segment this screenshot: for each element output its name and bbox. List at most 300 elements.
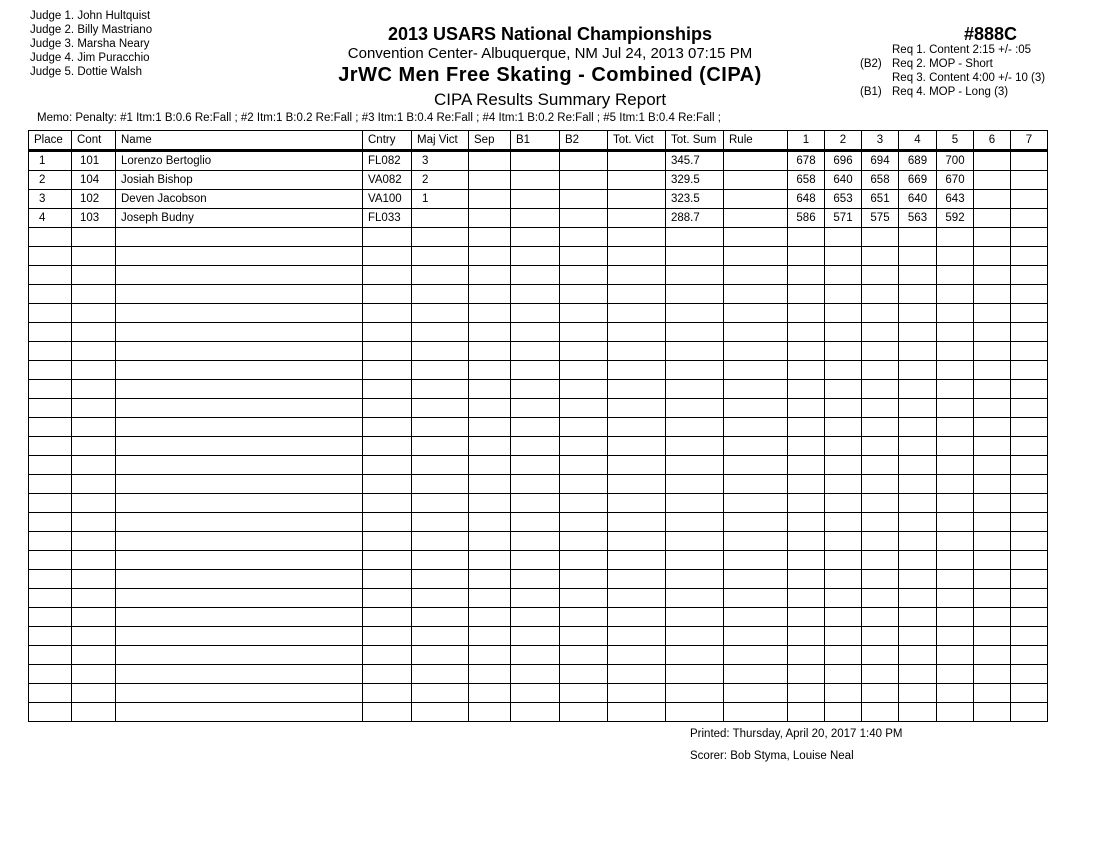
table-cell: [560, 532, 608, 551]
table-cell: [1011, 513, 1048, 532]
table-cell: [788, 247, 825, 266]
column-header: B1: [511, 131, 560, 151]
table-row-empty: [29, 285, 1048, 304]
column-header: 1: [788, 131, 825, 151]
table-cell: [29, 475, 72, 494]
requirement-1: [860, 43, 1045, 57]
table-cell: [116, 399, 363, 418]
table-cell: [666, 437, 724, 456]
table-cell: [608, 589, 666, 608]
table-cell: [724, 437, 788, 456]
table-cell: [608, 190, 666, 209]
table-cell: [363, 361, 412, 380]
table-cell: [29, 684, 72, 703]
table-row-empty: [29, 665, 1048, 684]
table-cell: [724, 151, 788, 171]
table-cell: [1011, 456, 1048, 475]
table-cell: [788, 456, 825, 475]
table-cell: [511, 456, 560, 475]
table-cell: [666, 513, 724, 532]
table-cell: [29, 665, 72, 684]
table-row-empty: [29, 532, 1048, 551]
table-cell: [937, 665, 974, 684]
table-cell: [29, 494, 72, 513]
table-cell: 103: [72, 209, 116, 228]
table-row-empty: [29, 703, 1048, 722]
table-cell: [608, 703, 666, 722]
table-cell: [469, 247, 511, 266]
table-cell: [560, 285, 608, 304]
table-cell: [788, 684, 825, 703]
table-cell: [72, 456, 116, 475]
table-cell: [974, 570, 1011, 589]
table-cell: [937, 361, 974, 380]
table-cell: [29, 513, 72, 532]
table-cell: [899, 437, 937, 456]
table-cell: [72, 437, 116, 456]
table-cell: [899, 665, 937, 684]
table-cell: [724, 665, 788, 684]
table-cell: [862, 437, 899, 456]
table-cell: [1011, 209, 1048, 228]
table-cell: 640: [825, 171, 862, 190]
table-cell: [937, 494, 974, 513]
table-cell: [608, 456, 666, 475]
table-cell: [724, 627, 788, 646]
table-cell: [511, 380, 560, 399]
table-cell: [974, 247, 1011, 266]
table-cell: [974, 437, 1011, 456]
report-title: CIPA Results Summary Report: [433, 90, 667, 109]
table-cell: [724, 380, 788, 399]
table-cell: [72, 684, 116, 703]
req-prefix: [860, 43, 892, 57]
table-cell: 696: [825, 151, 862, 171]
table-cell: [666, 361, 724, 380]
table-cell: [29, 361, 72, 380]
table-cell: [724, 589, 788, 608]
table-cell: [974, 456, 1011, 475]
table-cell: [511, 361, 560, 380]
table-cell: [469, 190, 511, 209]
judge-3: Judge 3. Marsha Neary: [30, 38, 150, 50]
table-cell: [862, 323, 899, 342]
table-cell: [1011, 399, 1048, 418]
table-cell: [899, 418, 937, 437]
table-cell: [724, 228, 788, 247]
table-cell: [511, 171, 560, 190]
table-cell: [825, 665, 862, 684]
table-cell: [29, 266, 72, 285]
table-cell: [363, 247, 412, 266]
table-cell: [974, 209, 1011, 228]
table-cell: [724, 323, 788, 342]
table-cell: [511, 151, 560, 171]
table-cell: 586: [788, 209, 825, 228]
table-cell: [825, 608, 862, 627]
table-cell: [899, 361, 937, 380]
table-cell: [666, 342, 724, 361]
table-cell: [412, 684, 469, 703]
table-cell: [29, 304, 72, 323]
table-cell: [116, 418, 363, 437]
table-cell: [412, 247, 469, 266]
table-cell: [788, 646, 825, 665]
table-cell: [412, 532, 469, 551]
table-cell: [560, 703, 608, 722]
table-cell: [363, 608, 412, 627]
table-cell: [825, 551, 862, 570]
requirement-4: [860, 85, 1045, 99]
table-cell: [363, 285, 412, 304]
table-cell: [1011, 589, 1048, 608]
table-cell: [29, 437, 72, 456]
table-cell: [862, 646, 899, 665]
column-header: Tot. Vict: [608, 131, 666, 151]
table-cell: 323.5: [666, 190, 724, 209]
table-cell: [560, 418, 608, 437]
table-cell: [363, 323, 412, 342]
table-cell: 329.5: [666, 171, 724, 190]
event-code: #888C: [964, 24, 1018, 44]
table-cell: [511, 399, 560, 418]
table-cell: [1011, 380, 1048, 399]
table-cell: [116, 247, 363, 266]
table-cell: [862, 228, 899, 247]
table-cell: [825, 247, 862, 266]
table-cell: [608, 475, 666, 494]
column-header: 2: [825, 131, 862, 151]
table-cell: [974, 418, 1011, 437]
table-cell: [72, 247, 116, 266]
table-cell: [1011, 190, 1048, 209]
table-cell: [72, 646, 116, 665]
table-cell: [825, 418, 862, 437]
table-cell: [363, 665, 412, 684]
table-cell: [511, 304, 560, 323]
table-cell: [116, 437, 363, 456]
table-cell: [899, 589, 937, 608]
table-row-empty: [29, 627, 1048, 646]
table-cell: [825, 266, 862, 285]
table-cell: [412, 570, 469, 589]
table-cell: [937, 285, 974, 304]
table-cell: [899, 551, 937, 570]
table-cell: [937, 475, 974, 494]
table-cell: [974, 532, 1011, 551]
judge-4: Judge 4. Jim Puracchio: [30, 52, 150, 64]
table-cell: [412, 304, 469, 323]
table-cell: [974, 627, 1011, 646]
table-cell: [788, 570, 825, 589]
table-cell: [560, 266, 608, 285]
table-cell: [825, 627, 862, 646]
table-cell: [469, 703, 511, 722]
table-row-empty: [29, 228, 1048, 247]
table-cell: [788, 323, 825, 342]
table-cell: [666, 646, 724, 665]
scorer-names: Scorer: Bob Styma, Louise Neal: [690, 750, 854, 762]
table-cell: [560, 608, 608, 627]
table-cell: [788, 285, 825, 304]
table-cell: [608, 608, 666, 627]
table-cell: [937, 684, 974, 703]
table-cell: [862, 589, 899, 608]
table-cell: [116, 570, 363, 589]
table-cell: [608, 418, 666, 437]
table-cell: [608, 532, 666, 551]
table-cell: 571: [825, 209, 862, 228]
table-cell: [116, 475, 363, 494]
table-cell: [937, 437, 974, 456]
table-cell: [666, 418, 724, 437]
table-cell: [862, 532, 899, 551]
table-cell: [469, 608, 511, 627]
table-cell: [469, 589, 511, 608]
table-cell: [899, 627, 937, 646]
table-cell: [899, 380, 937, 399]
table-cell: [788, 361, 825, 380]
table-cell: [974, 361, 1011, 380]
table-cell: [511, 494, 560, 513]
table-cell: [862, 494, 899, 513]
table-cell: [469, 513, 511, 532]
table-cell: [412, 361, 469, 380]
table-cell: [511, 646, 560, 665]
table-cell: [511, 342, 560, 361]
table-cell: [899, 608, 937, 627]
table-cell: [862, 551, 899, 570]
table-cell: [724, 399, 788, 418]
table-cell: [511, 475, 560, 494]
table-cell: [363, 437, 412, 456]
table-cell: [412, 513, 469, 532]
table-cell: [937, 266, 974, 285]
table-cell: [825, 646, 862, 665]
table-header-row: [29, 131, 1048, 151]
table-cell: [862, 627, 899, 646]
table-cell: 592: [937, 209, 974, 228]
requirement-3: [860, 71, 1045, 85]
table-row-empty: [29, 342, 1048, 361]
table-cell: [363, 570, 412, 589]
table-cell: [608, 399, 666, 418]
table-cell: [1011, 627, 1048, 646]
table-cell: [666, 475, 724, 494]
table-cell: [974, 342, 1011, 361]
table-cell: 575: [862, 209, 899, 228]
table-cell: [899, 703, 937, 722]
table-cell: [1011, 361, 1048, 380]
table-cell: 2: [412, 171, 469, 190]
table-cell: [469, 494, 511, 513]
table-cell: [608, 304, 666, 323]
table-cell: [116, 532, 363, 551]
table-cell: [608, 380, 666, 399]
table-cell: 104: [72, 171, 116, 190]
table-cell: [974, 551, 1011, 570]
table-cell: [899, 399, 937, 418]
table-cell: [608, 209, 666, 228]
table-cell: [72, 513, 116, 532]
table-cell: [825, 361, 862, 380]
table-cell: [363, 380, 412, 399]
table-cell: [116, 285, 363, 304]
table-cell: [974, 323, 1011, 342]
table-cell: [788, 627, 825, 646]
table-cell: [724, 361, 788, 380]
table-cell: [899, 532, 937, 551]
table-cell: [412, 665, 469, 684]
table-cell: [862, 475, 899, 494]
table-cell: [788, 228, 825, 247]
table-cell: [1011, 285, 1048, 304]
table-row: [29, 151, 1048, 171]
table-cell: [72, 361, 116, 380]
table-cell: [29, 551, 72, 570]
table-cell: [560, 228, 608, 247]
table-cell: [560, 323, 608, 342]
table-cell: [560, 589, 608, 608]
table-cell: [788, 304, 825, 323]
table-cell: [825, 399, 862, 418]
table-cell: [825, 475, 862, 494]
table-cell: [469, 323, 511, 342]
table-cell: [560, 570, 608, 589]
table-cell: [608, 323, 666, 342]
table-cell: [29, 570, 72, 589]
table-cell: [974, 684, 1011, 703]
table-cell: [511, 285, 560, 304]
table-cell: [899, 247, 937, 266]
table-cell: FL082: [363, 151, 412, 171]
table-cell: [72, 703, 116, 722]
table-cell: [788, 380, 825, 399]
table-cell: [72, 532, 116, 551]
table-cell: [608, 171, 666, 190]
table-cell: [1011, 228, 1048, 247]
table-cell: [511, 532, 560, 551]
table-cell: 2: [29, 171, 72, 190]
table-cell: [363, 646, 412, 665]
table-cell: [724, 209, 788, 228]
table-row-empty: [29, 684, 1048, 703]
req-text: Req 3. Content 4:00 +/- 10 (3): [892, 72, 1046, 84]
table-cell: [899, 304, 937, 323]
table-cell: [116, 646, 363, 665]
table-cell: [724, 171, 788, 190]
table-cell: 3: [412, 151, 469, 171]
event-title: 2013 USARS National Championships: [387, 24, 713, 44]
table-cell: [788, 418, 825, 437]
table-cell: [116, 551, 363, 570]
table-cell: [666, 399, 724, 418]
column-header: Cntry: [363, 131, 412, 151]
judge-2: Judge 2. Billy Mastriano: [30, 24, 153, 36]
column-header: Rule: [724, 131, 788, 151]
table-cell: [1011, 475, 1048, 494]
column-header: Name: [116, 131, 363, 151]
table-cell: [72, 665, 116, 684]
table-cell: [899, 342, 937, 361]
table-cell: [825, 437, 862, 456]
table-cell: [72, 228, 116, 247]
table-cell: [412, 437, 469, 456]
table-cell: [116, 627, 363, 646]
table-cell: [666, 665, 724, 684]
table-cell: [412, 608, 469, 627]
table-cell: [666, 247, 724, 266]
table-cell: [608, 646, 666, 665]
table-row-empty: [29, 304, 1048, 323]
table-cell: [862, 513, 899, 532]
table-cell: [469, 437, 511, 456]
column-header: 6: [974, 131, 1011, 151]
table-cell: [363, 703, 412, 722]
table-cell: 700: [937, 151, 974, 171]
table-row-empty: [29, 589, 1048, 608]
table-cell: 658: [788, 171, 825, 190]
table-cell: [560, 399, 608, 418]
table-cell: [29, 418, 72, 437]
table-cell: [469, 532, 511, 551]
table-cell: [412, 342, 469, 361]
req-prefix: [860, 71, 892, 85]
table-cell: [608, 494, 666, 513]
table-cell: [1011, 570, 1048, 589]
table-cell: [608, 665, 666, 684]
judges-list: [30, 9, 152, 79]
table-cell: [116, 342, 363, 361]
table-row-empty: [29, 380, 1048, 399]
table-cell: [1011, 418, 1048, 437]
table-cell: [666, 304, 724, 323]
table-cell: [937, 228, 974, 247]
table-cell: [560, 665, 608, 684]
table-cell: [788, 475, 825, 494]
judge-1: Judge 1. John Hultquist: [30, 10, 151, 22]
table-cell: [72, 475, 116, 494]
table-cell: [469, 266, 511, 285]
table-cell: [363, 399, 412, 418]
table-cell: [862, 247, 899, 266]
table-cell: [974, 304, 1011, 323]
table-cell: [1011, 665, 1048, 684]
table-cell: [862, 665, 899, 684]
table-cell: [724, 456, 788, 475]
table-cell: [724, 570, 788, 589]
table-cell: [899, 285, 937, 304]
table-cell: [560, 342, 608, 361]
column-header: B2: [560, 131, 608, 151]
table-cell: 669: [899, 171, 937, 190]
table-cell: [412, 475, 469, 494]
table-body: [29, 151, 1048, 722]
table-cell: [974, 513, 1011, 532]
table-cell: [29, 247, 72, 266]
table-cell: [412, 703, 469, 722]
table-cell: [666, 380, 724, 399]
venue-datetime: Convention Center- Albuquerque, NM Jul 24, 2013 07:15 PM: [347, 45, 753, 62]
table-cell: [560, 171, 608, 190]
table-cell: [937, 513, 974, 532]
table-cell: [1011, 646, 1048, 665]
table-cell: [511, 437, 560, 456]
table-cell: [974, 494, 1011, 513]
table-cell: [1011, 247, 1048, 266]
table-cell: [412, 380, 469, 399]
table-cell: [937, 323, 974, 342]
